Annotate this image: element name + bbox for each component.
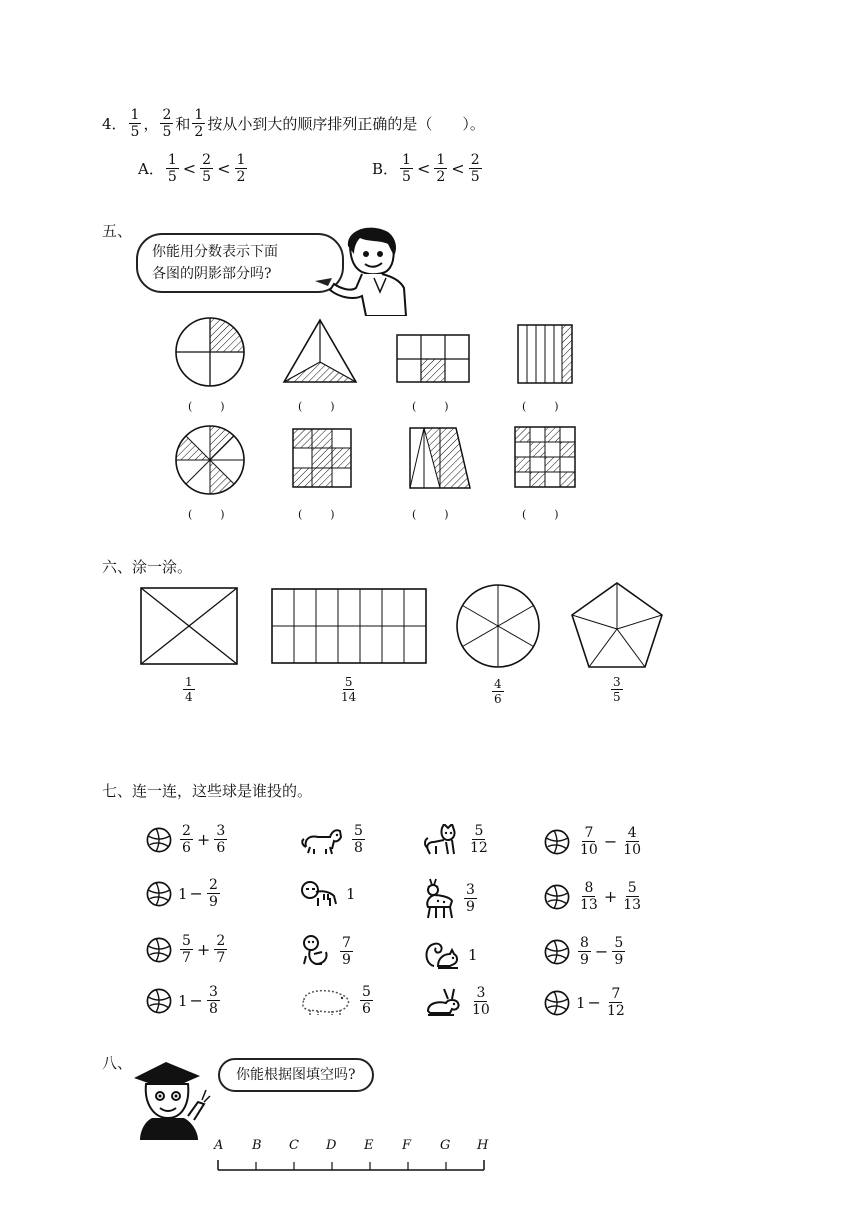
answer-blank[interactable]: ( ) <box>412 508 451 521</box>
ball-expression[interactable] <box>146 933 229 966</box>
fraction: $\frac{5}{12}$ <box>470 823 488 856</box>
section-5-heading: 五、 <box>102 222 133 240</box>
ruler-label-e: E <box>364 1138 374 1153</box>
trapezoid-figure <box>406 426 472 490</box>
less-than: < <box>451 159 465 178</box>
basketball-icon <box>544 939 570 965</box>
q4-option-a[interactable] <box>138 152 249 185</box>
basketball-icon <box>544 829 570 855</box>
answer-blank[interactable]: ( ) <box>188 400 227 413</box>
circle-eighths-figure <box>174 424 246 496</box>
operator: − <box>587 993 601 1012</box>
answer-blank[interactable]: ( ) <box>298 508 337 521</box>
fraction-label: $\frac{5}{14}$ <box>341 675 357 704</box>
less-than: < <box>217 159 231 178</box>
operator: − <box>594 942 609 961</box>
fraction: $\frac{4}{10}$ <box>623 825 642 858</box>
basketball-icon <box>146 937 172 963</box>
animal-answer[interactable] <box>424 940 478 970</box>
basketball-icon <box>544 990 570 1016</box>
answer-blank[interactable]: ( ) <box>298 400 337 413</box>
section-8-heading: 八、 <box>102 1054 133 1072</box>
squirrel-icon <box>424 940 462 970</box>
ball-expression[interactable] <box>544 986 629 1019</box>
basketball-icon <box>146 881 172 907</box>
operator: + <box>196 830 211 849</box>
animal-answer[interactable] <box>300 823 367 856</box>
section-6-heading: 六、涂一涂。 <box>102 558 193 576</box>
whole-number: 1 <box>576 993 586 1012</box>
operator: + <box>603 887 618 906</box>
less-than: < <box>182 159 197 178</box>
fraction: $\frac{2}{7}$ <box>216 933 226 966</box>
animal-answer[interactable] <box>298 984 375 1017</box>
option-a-frac-1: $\frac{1}{5}$ <box>167 152 177 185</box>
fraction: $\frac{3}{6}$ <box>216 823 226 856</box>
animal-answer[interactable] <box>424 985 494 1018</box>
whole-number: 1 <box>346 885 356 903</box>
basketball-icon <box>146 988 172 1014</box>
ruler-label-b: B <box>252 1138 262 1153</box>
ruler-label-f: F <box>402 1138 412 1153</box>
option-b-frac-1: $\frac{1}{5}$ <box>402 152 411 185</box>
less-than: < <box>416 159 431 178</box>
option-a-label: A． <box>138 160 164 178</box>
ball-expression[interactable] <box>544 935 627 968</box>
ruler-label-h: H <box>477 1138 489 1153</box>
answer-blank[interactable]: ( ) <box>188 508 227 521</box>
fraction: $\frac{3}{10}$ <box>472 985 490 1018</box>
ball-expression[interactable] <box>146 877 222 910</box>
animal-answer[interactable] <box>422 877 479 919</box>
ball-expression[interactable] <box>544 880 645 913</box>
fraction-label: $\frac{1}{4}$ <box>185 675 193 704</box>
answer-blank[interactable]: ( ) <box>412 400 451 413</box>
cat-icon <box>422 824 460 856</box>
rectangle-grid-figure <box>396 334 470 384</box>
operator: − <box>603 832 618 851</box>
animal-answer[interactable] <box>300 880 356 908</box>
q4-comma: ， <box>143 115 159 133</box>
cat-icon <box>300 825 344 855</box>
ruler-label-c: C <box>289 1138 299 1153</box>
section-7-heading: 七、连一连，这些球是谁投的。 <box>102 782 313 800</box>
whole-number: 1 <box>178 884 188 903</box>
q4-question-line <box>102 107 485 140</box>
rabbit-icon <box>424 987 462 1017</box>
ruler-label-d: D <box>326 1138 337 1153</box>
whole-number: 1 <box>468 946 478 964</box>
rectangle-x-figure[interactable] <box>140 587 238 665</box>
fraction: $\frac{3}{9}$ <box>466 881 475 915</box>
speech-bubble: 你能根据图填空吗? <box>218 1058 374 1092</box>
fraction: $\frac{2}{6}$ <box>182 823 191 856</box>
fraction: $\frac{5}{6}$ <box>362 984 371 1017</box>
answer-blank[interactable]: ( ) <box>522 508 561 521</box>
operator: − <box>189 991 203 1010</box>
ball-expression[interactable] <box>544 825 645 858</box>
fraction: $\frac{5}{8}$ <box>354 823 363 856</box>
square-3x3-figure <box>292 428 352 488</box>
fraction: $\frac{2}{9}$ <box>208 877 218 910</box>
bubble-line-2: 各图的阴影部分吗? <box>152 266 272 282</box>
q4-option-b[interactable] <box>372 152 484 185</box>
vertical-strips-figure <box>517 324 573 384</box>
q4-fraction-3: $\frac{1}{2}$ <box>194 107 204 140</box>
q4-fraction-1: $\frac{1}{5}$ <box>130 107 140 140</box>
q4-fraction-2: $\frac{2}{5}$ <box>162 107 172 140</box>
fraction: $\frac{8}{13}$ <box>580 880 598 913</box>
option-b-label: B． <box>372 160 399 178</box>
option-a-frac-3: $\frac{1}{2}$ <box>236 152 246 185</box>
fraction: $\frac{3}{8}$ <box>208 984 218 1017</box>
tiger-icon <box>300 880 340 908</box>
fraction: $\frac{5}{7}$ <box>182 933 191 966</box>
operator: − <box>189 884 203 903</box>
circle-quarters-figure <box>174 316 246 388</box>
circle-sixths-figure[interactable] <box>455 583 541 669</box>
whole-number: 1 <box>178 991 188 1010</box>
ruler-label-g: G <box>440 1138 451 1153</box>
square-pattern-figure <box>514 426 576 488</box>
animal-answer[interactable] <box>300 934 355 968</box>
scholar-boy-illustration <box>124 1056 214 1140</box>
fraction-label: $\frac{4}{6}$ <box>494 677 502 706</box>
answer-blank[interactable]: ( ) <box>522 400 561 413</box>
fraction: $\frac{7}{10}$ <box>580 825 598 858</box>
option-a-frac-2: $\frac{2}{5}$ <box>202 152 212 185</box>
deer-icon <box>422 877 456 919</box>
pentagon-figure[interactable] <box>569 581 665 669</box>
basketball-icon <box>544 884 570 910</box>
q4-number: 4． <box>102 115 127 133</box>
girl-illustration <box>310 226 410 316</box>
fraction: $\frac{7}{9}$ <box>342 934 351 968</box>
fraction: $\frac{5}{9}$ <box>614 935 624 968</box>
rectangle-14-cells-figure[interactable] <box>271 588 427 664</box>
fraction-label: $\frac{3}{5}$ <box>613 675 621 704</box>
option-b-frac-2: $\frac{1}{2}$ <box>436 152 446 185</box>
q4-and: 和 <box>175 115 191 133</box>
ball-expression[interactable] <box>146 984 222 1017</box>
animal-answer[interactable] <box>422 823 492 856</box>
fraction: $\frac{8}{9}$ <box>580 935 589 968</box>
option-b-frac-3: $\frac{2}{5}$ <box>470 152 480 185</box>
fraction: $\frac{5}{13}$ <box>623 880 642 913</box>
ruler-label-a: A <box>214 1138 224 1153</box>
basketball-icon <box>146 827 172 853</box>
number-line <box>216 1156 488 1176</box>
triangle-thirds-figure <box>280 318 360 386</box>
fraction: $\frac{7}{12}$ <box>606 986 625 1019</box>
q4-question-text: 按从小到大的顺序排列正确的是（ ）。 <box>207 115 485 133</box>
pig-icon <box>298 986 352 1016</box>
monkey-icon <box>300 934 332 968</box>
ball-expression[interactable] <box>146 823 229 856</box>
bubble-line-1: 你能用分数表示下面 <box>152 244 278 260</box>
operator: + <box>196 940 211 959</box>
